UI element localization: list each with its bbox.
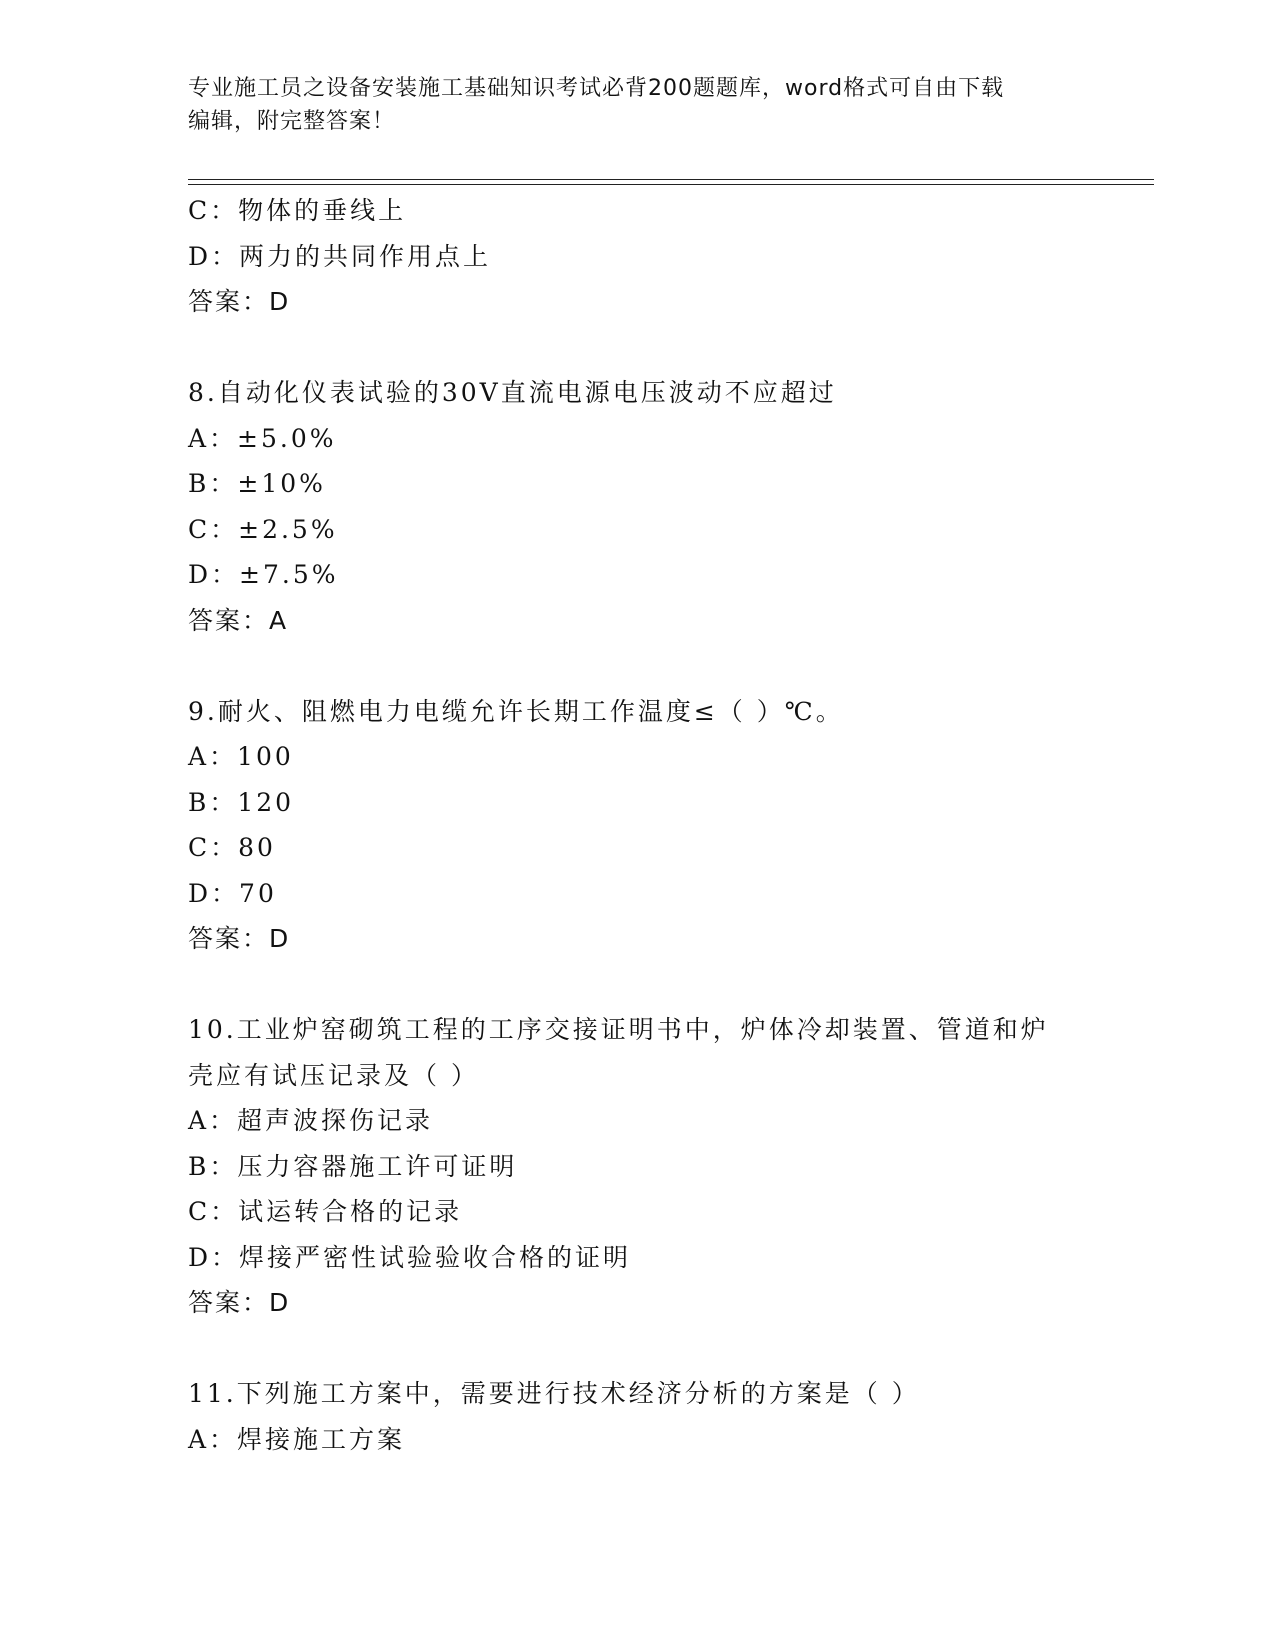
question-text-line-1: 10.工业炉窑砌筑工程的工序交接证明书中，炉体冷却装置、管道和炉 [188,1015,1049,1044]
spacer [188,643,1088,689]
answer: 答案：D [188,287,291,316]
question-text: 8.自动化仪表试验的30V直流电源电压波动不应超过 [188,378,837,407]
question-8 [188,370,1088,643]
question-text: 9.耐火、阻燃电力电缆允许长期工作温度≤（ ）℃。 [188,696,844,726]
answer: 答案：D [188,924,291,953]
header-title-line-2: 编辑，附完整答案！ [188,109,396,134]
option-c: C：80 [188,833,276,862]
option-a: A：100 [188,742,294,771]
option-a: A：焊接施工方案 [188,1424,406,1454]
option-d: D：焊接严密性试验验收合格的证明 [188,1242,632,1272]
question-11 [188,1371,1088,1462]
spacer [188,325,1088,371]
question-10 [188,1007,1088,1326]
option-c: C：试运转合格的记录 [188,1197,463,1226]
question-text: 11.下列施工方案中，需要进行技术经济分析的方案是（ ） [188,1379,920,1408]
header-rule-bottom [188,184,1154,185]
option-c: C：±2.5% [188,514,338,544]
question-list [188,188,1088,1462]
spacer [188,1326,1088,1372]
option-c: C：物体的垂线上 [188,196,407,225]
option-d: D：两力的共同作用点上 [188,241,492,271]
answer: 答案：A [188,605,289,635]
option-b: B：压力容器施工许可证明 [188,1151,518,1181]
answer: 答案：D [188,1288,291,1317]
question-7-continued [188,188,1088,325]
option-b: B：120 [188,787,295,817]
option-d: D：±7.5% [188,560,339,589]
option-a: A：±5.0% [188,423,337,453]
option-d: D：70 [188,878,277,908]
question-text-line-2: 壳应有试压记录及（ ） [188,1060,479,1090]
header-title-line-1: 专业施工员之设备安装施工基础知识考试必背200题题库，word格式可自由下载 [188,76,1005,101]
header-rule-top [188,179,1154,180]
spacer [188,962,1088,1008]
option-a: A：超声波探伤记录 [188,1106,434,1135]
question-9 [188,689,1088,962]
document-header [188,72,1068,138]
option-b: B：±10% [188,469,326,498]
